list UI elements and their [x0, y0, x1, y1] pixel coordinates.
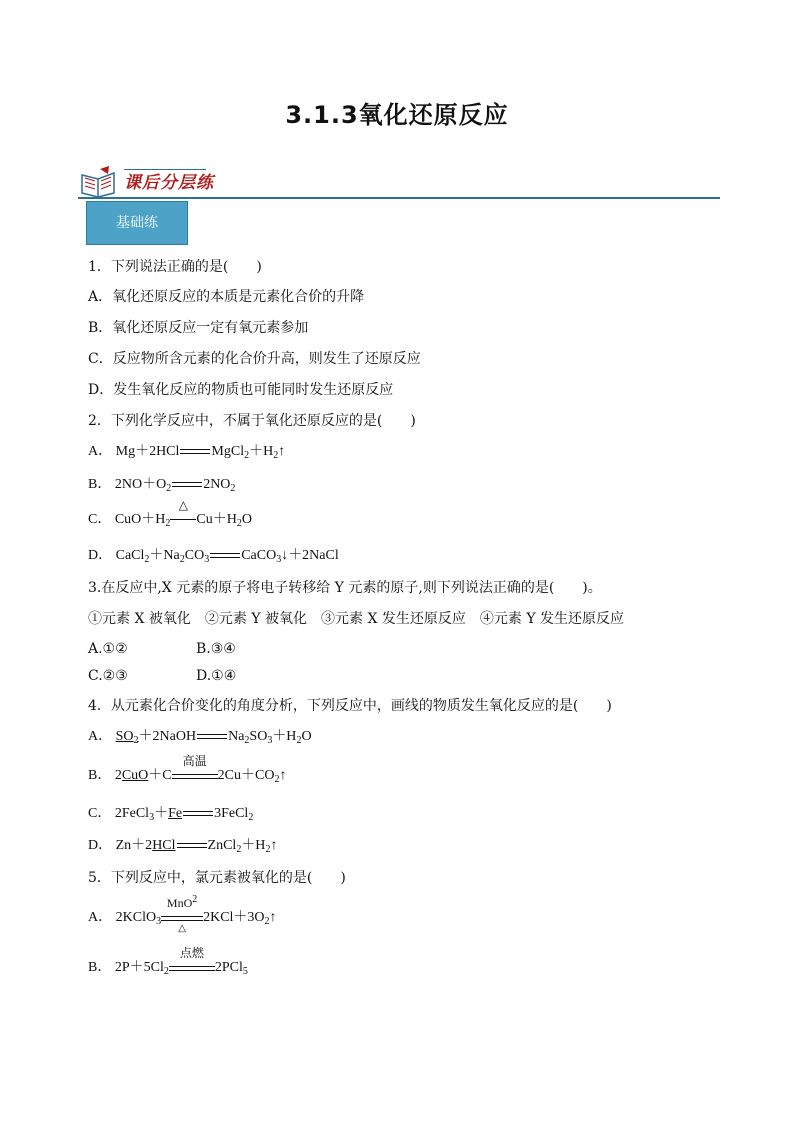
q4-option-d-equation: Zn＋2HCl $ZnCl_2+H_2↑$ [115, 838, 278, 855]
q4-option-a-equation: $SO_2+2NaOH$ $Na_2SO_3+H_2O$ [115, 729, 312, 746]
q4-option-d [88, 836, 277, 856]
q5-option-a-label: A． [88, 910, 113, 926]
level-badge: 基础练 [86, 201, 188, 245]
q1-option-c: C．反应物所含元素的化合价升高，则发生了还原反应 [88, 351, 421, 367]
section-rule [78, 197, 720, 199]
q5-option-b-condition: 点燃 [179, 946, 204, 960]
section-header [78, 163, 720, 199]
q3-items: ①元素 X 被氧化 ②元素 Y 被氧化 ③元素 X 发生还原反应 ④元素 Y 发生还原反应 [88, 611, 625, 627]
q3-option-c: C.②③ [88, 668, 128, 684]
q5-option-a-condition-top: MnO$^2$ [166, 894, 198, 910]
q2-option-a-label: A． [88, 444, 113, 459]
q2-option-b [88, 475, 235, 495]
q5-option-b-label: B． [88, 960, 112, 976]
q2-option-b-equation: $2NO+O_2$ $2NO_2$ [114, 477, 236, 494]
q4-option-d-label: D． [88, 838, 113, 853]
q3-options-row1 [88, 639, 236, 659]
q2-stem: 2．下列化学反应中，不属于氧化还原反应的是( ) [88, 413, 416, 429]
q4-option-b-label: B． [88, 768, 112, 784]
q2-option-c-label: C． [88, 512, 112, 528]
q5-option-a [88, 894, 277, 934]
q3-option-a: A.①② [88, 641, 128, 657]
q4-option-b-condition: 高温 [182, 754, 207, 768]
q2-option-a [88, 442, 285, 462]
page-title: 3.1.3氧化还原反应 [285, 101, 509, 129]
q4-option-c [88, 804, 253, 824]
q3-option-d: D.①④ [196, 668, 237, 684]
q2-option-c-condition: △ [178, 498, 189, 512]
book-icon [78, 165, 118, 197]
q4-option-a [88, 727, 312, 747]
q5-option-b [88, 946, 248, 978]
q2-option-d [88, 546, 339, 566]
q2-option-c [88, 498, 252, 530]
q1-stem: 1．下列说法正确的是( ) [88, 259, 262, 275]
q5-option-a-equation: 2KClO$_3$ MnO$^2$ △ $2KCl+3O_2↑$ [115, 894, 277, 934]
q4-option-b-equation: 2CuO＋C 高温 $2Cu+CO_2↑$ [114, 754, 287, 786]
q4-stem: 4．从元素化合价变化的角度分析，下列反应中，画线的物质发生氧化反应的是( ) [88, 698, 612, 714]
q3-options-row2 [88, 666, 236, 686]
q4-option-c-equation: 2FeCl$_3$＋Fe 3FeCl$_2$ [114, 806, 254, 823]
q3-stem: 3.在反应中,X 元素的原子将电子转移给 Y 元素的原子,则下列说法正确的是( )。 [88, 580, 602, 596]
q5-option-b-equation: $2P+5Cl_2$ 点燃 2PCl$_5$ [114, 946, 248, 978]
q4-option-b [88, 754, 287, 786]
q1-option-b: B．氧化还原反应一定有氧元素参加 [88, 320, 309, 336]
q4-option-a-label: A． [88, 729, 113, 744]
q2-option-d-label: D． [88, 548, 113, 563]
q2-option-c-equation: $CuO+H_2$ △ $Cu+H_2O$ [114, 498, 252, 530]
q4-option-c-label: C． [88, 806, 112, 821]
q1-option-d: D．发生氧化反应的物质也可能同时发生还原反应 [88, 382, 394, 398]
q2-option-b-label: B． [88, 477, 112, 492]
q5-option-a-condition-bottom: △ [178, 923, 186, 934]
q1-option-a: A．氧化还原反应的本质是元素化合价的升降 [88, 289, 365, 305]
q2-option-a-equation: Mg＋2HCl $MgCl_2+H_2↑$ [115, 444, 286, 461]
q3-option-b: B.③④ [196, 641, 236, 657]
q5-stem: 5．下列反应中，氯元素被氧化的是( ) [88, 870, 346, 886]
section-title: 课后分层练 [124, 173, 214, 193]
q2-option-d-equation: $CaCl_2+Na_2CO_3$ CaCO$_3$↓＋2NaCl [115, 548, 339, 565]
